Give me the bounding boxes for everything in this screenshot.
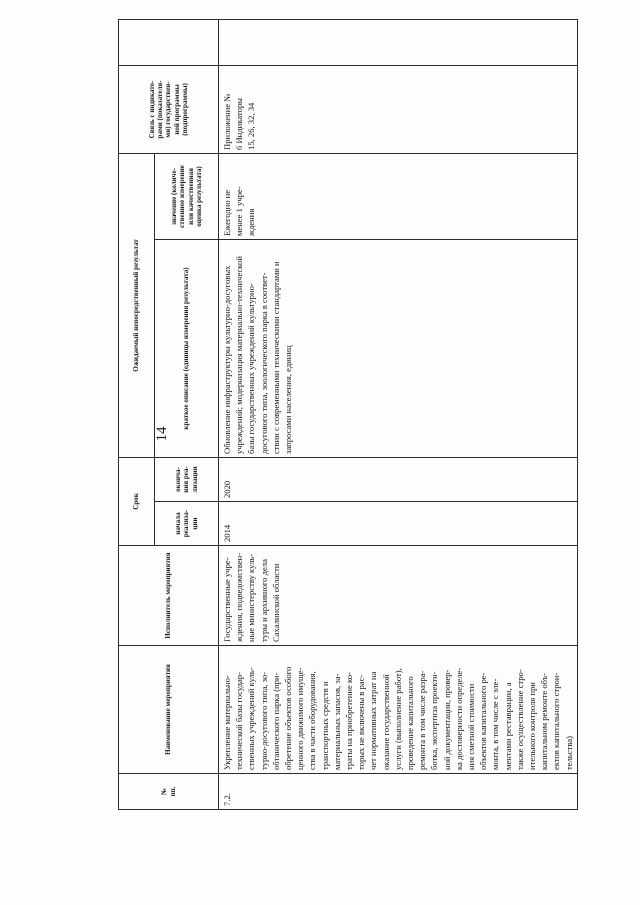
header-num: № пп. [119,774,219,810]
header-result-value: значение (количе- ственное измерение или качественная оценка результата) [155,153,219,239]
row-num: 7.2. [219,774,578,810]
header-term: Срок [119,457,155,545]
measures-table-frame [118,20,574,810]
table-row [219,19,578,809]
header-empty [119,19,219,65]
row-result-desc: Обновление инфраструктуры культурно-досуговых учреждений; модернизация материально-технической базы государственных учреждений культурно- досугового типа, зоологического парка в соответ- ствии с современными техническими стандартами и запросами населения, единиц [219,239,578,457]
row-executor: Государственные учре- ждения, подведомствен- ные министерству куль- туры и архивного дела Сахалинской области [219,546,578,646]
row-empty-cell [219,19,578,65]
row-term-start: 2014 [219,502,578,546]
header-term-end: оконча- ния реа- лизации [155,457,219,501]
row-result-value: Ежегодно не менее 1 учре- ждения [219,153,578,239]
row-name: Укрепление материально- технической базы государ- ственных учреждений куль- турно-досугового типа, зо- обтанического парка (при- обретение объектов особого ценного движимого имуще- ства в части оборудования, транспортных средств и материальных запасов, за- траты на приобретение ко- торых не включены в рас- чет нормативных затрат на оказание государственной услуги (выполнение работ), проведение капитального ремонта в том числе разра- ботка, экспертиза проектн- ной документации, провер- ка достоверности определе- ния сметной стоимости объектов капитального ре- монта, в том числе с эле- ментами реставрации, а также осуществление стро- ительного контроля при капитальном ремонте объ- ектов капитального строи- тельства) [219,646,578,774]
header-name: Наименование мероприятия [119,646,219,774]
row-term-end: 2020 [219,457,578,501]
header-term-start: начала реализа- ции [155,502,219,546]
header-link: Связь с индикато- рами (показателя- ми) государствен- ной программы (подпрограммы) [119,65,219,153]
measures-table [118,19,578,810]
header-executor: Исполнитель мероприятия [119,546,219,646]
header-result-desc: краткое описание (единицы измерения результата) [155,239,219,457]
page-number: 14 [154,426,170,442]
header-result: Ожидаемый непосредственный результат [119,153,155,457]
row-link: Приложение № 6 Индикаторы 15, 26, 32, 34 [219,65,578,153]
